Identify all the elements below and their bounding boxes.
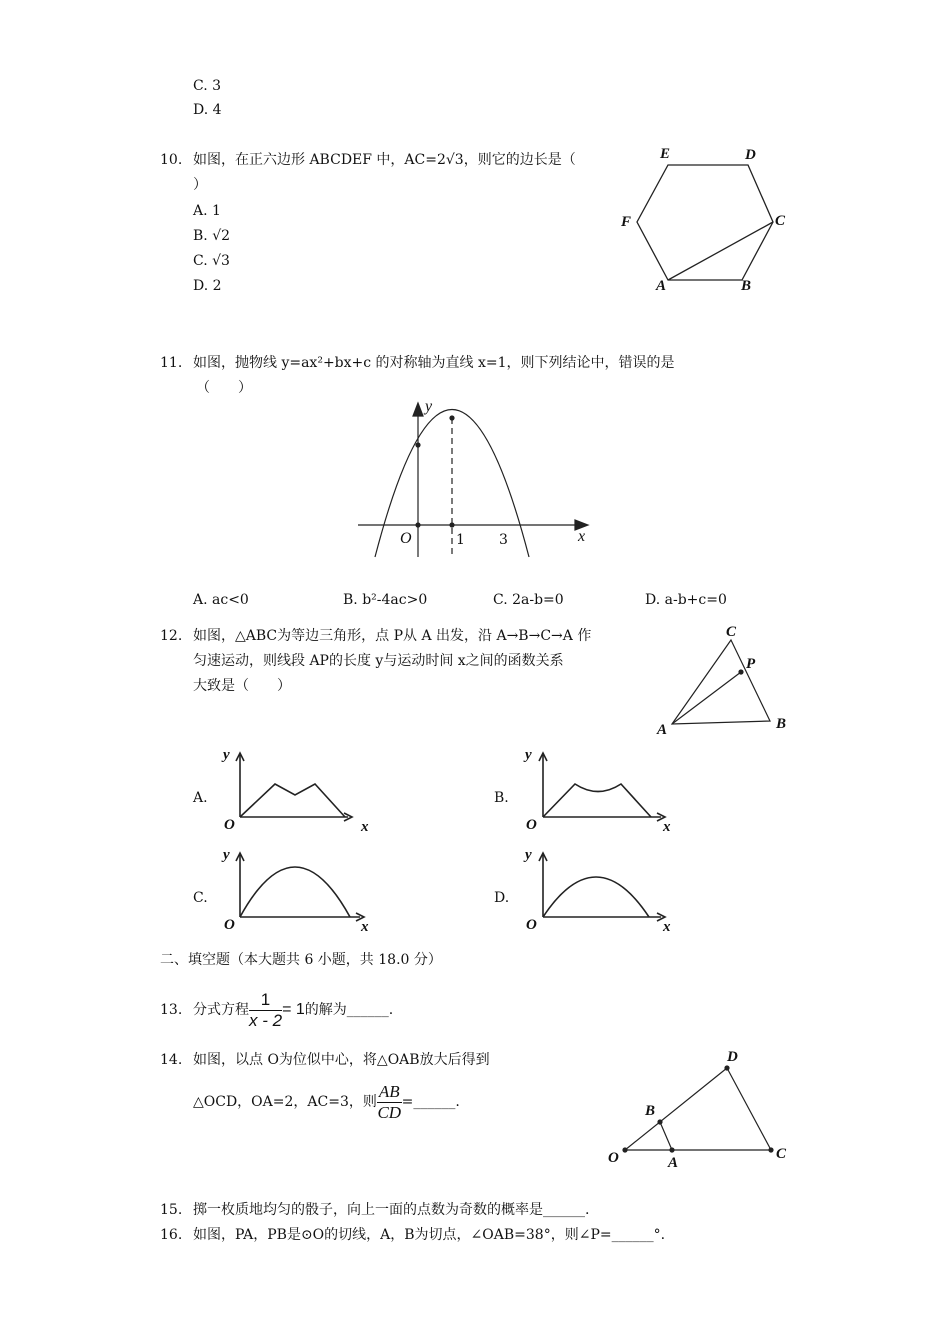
q15-number: 15. <box>160 1202 183 1218</box>
q12-line-1: 如图，△ABC为等边三角形，点 P从 A 出发，沿 A→B→C→A 作 <box>193 628 592 644</box>
hex-label-d: D <box>745 147 756 163</box>
q10-option-c: C. √3 <box>193 253 230 269</box>
q12-option-c: C. <box>193 890 208 906</box>
q13-denominator: x - 2 <box>249 1010 283 1030</box>
sim-label-c: C <box>776 1146 787 1162</box>
q11-option-c: C. 2a-b=0 <box>493 592 564 608</box>
q12-number: 12. <box>160 628 183 644</box>
option-graphs <box>236 753 665 921</box>
q11-text: 如图，抛物线 y=ax²+bx+c 的对称轴为直线 x=1，则下列结论中，错误的是 <box>193 355 675 371</box>
graph-d-y: y <box>525 847 532 863</box>
q11-option-b: B. b²-4ac>0 <box>343 592 428 608</box>
q13-text <box>193 988 393 1032</box>
graph-c-x: x <box>361 919 369 935</box>
hex-label-f: F <box>621 214 632 230</box>
hex-label-c: C <box>775 213 786 229</box>
sim-label-o: O <box>608 1150 619 1166</box>
q14-number: 14. <box>160 1052 183 1068</box>
q10-number: 10. <box>160 152 183 168</box>
q12-line-3: 大致是（ ） <box>193 678 291 694</box>
hex-label-b: B <box>741 278 752 294</box>
tri-label-a: A <box>657 722 668 738</box>
tri-label-p: P <box>746 656 756 672</box>
graph-a-y: y <box>223 747 230 763</box>
q13-equals: = 1 <box>282 1001 305 1018</box>
graph-b <box>539 753 665 821</box>
parabola-label-x: x <box>578 528 586 545</box>
q12-option-a: A. <box>193 790 208 806</box>
q11-option-a: A. ac<0 <box>193 592 249 608</box>
q12-line-2: 匀速运动，则线段 AP的长度 y与运动时间 x之间的函数关系 <box>193 653 564 669</box>
graph-d-x: x <box>663 919 671 935</box>
graph-a <box>236 753 352 821</box>
q13-numerator: 1 <box>249 990 282 1011</box>
section-2-heading: 二、填空题（本大题共 6 小题，共 18.0 分） <box>160 952 442 968</box>
q10-option-b: B. √2 <box>193 228 231 244</box>
q16-text: 如图，PA，PB是⊙O的切线，A，B为切点，∠OAB=38°，则∠P=______°. <box>193 1227 666 1243</box>
q16-number: 16. <box>160 1227 183 1243</box>
triangle-figure <box>672 640 770 724</box>
q11-option-d: D. a-b+c=0 <box>645 592 727 608</box>
tri-label-b: B <box>776 716 787 732</box>
q14-line-2 <box>193 1080 460 1124</box>
q9-option-d: D. 4 <box>193 102 222 118</box>
q10-option-a: A. 1 <box>193 203 221 219</box>
q13-fraction <box>249 990 282 1031</box>
parabola-label-o: O <box>400 530 412 547</box>
parabola-label-1: 1 <box>456 532 465 548</box>
hex-label-a: A <box>656 278 667 294</box>
parabola-figure <box>358 403 588 557</box>
hex-label-e: E <box>660 146 671 162</box>
graph-b-x: x <box>663 819 671 835</box>
q14-denominator: CD <box>377 1102 402 1122</box>
q10-close: ） <box>193 177 207 193</box>
graph-b-o: O <box>526 817 537 833</box>
graph-d-o: O <box>526 917 537 933</box>
q9-option-c: C. 3 <box>193 78 222 94</box>
tri-label-c: C <box>726 624 737 640</box>
graph-a-x: x <box>361 819 369 835</box>
sim-label-b: B <box>645 1103 656 1119</box>
q14-numerator: AB <box>378 1081 400 1101</box>
q13-suffix: 的解为______. <box>304 1002 394 1018</box>
q10-text: 如图，在正六边形 ABCDEF 中，AC=2√3，则它的边长是（ <box>193 152 576 168</box>
q12-option-d: D. <box>494 890 510 906</box>
graph-b-y: y <box>525 747 532 763</box>
hexagon-figure <box>637 165 773 280</box>
sim-label-d: D <box>727 1049 738 1065</box>
graph-c-o: O <box>224 917 235 933</box>
graph-c <box>236 853 364 921</box>
sim-label-a: A <box>668 1155 679 1171</box>
parabola-label-3: 3 <box>499 532 508 548</box>
q12-option-b: B. <box>494 790 509 806</box>
q15-text: 掷一枚质地均匀的骰子，向上一面的点数为奇数的概率是______. <box>193 1202 590 1218</box>
parabola-label-y: y <box>425 398 433 415</box>
q14-fraction <box>377 1082 402 1123</box>
graph-a-o: O <box>224 817 235 833</box>
q11-paren: （ ） <box>196 380 252 396</box>
q11-number: 11. <box>160 355 183 371</box>
q10-option-d: D. 2 <box>193 278 222 294</box>
q13-number: 13. <box>160 1002 183 1018</box>
q14-line-2-text: △OCD，OA=2，AC=3，则 <box>193 1094 377 1110</box>
q14-line-1: 如图，以点 O为位似中心，将△OAB放大后得到 <box>193 1052 490 1068</box>
graph-c-y: y <box>223 847 230 863</box>
q13-prefix: 分式方程 <box>193 1002 249 1018</box>
q14-suffix: =______. <box>401 1094 460 1110</box>
graph-d <box>539 853 665 921</box>
